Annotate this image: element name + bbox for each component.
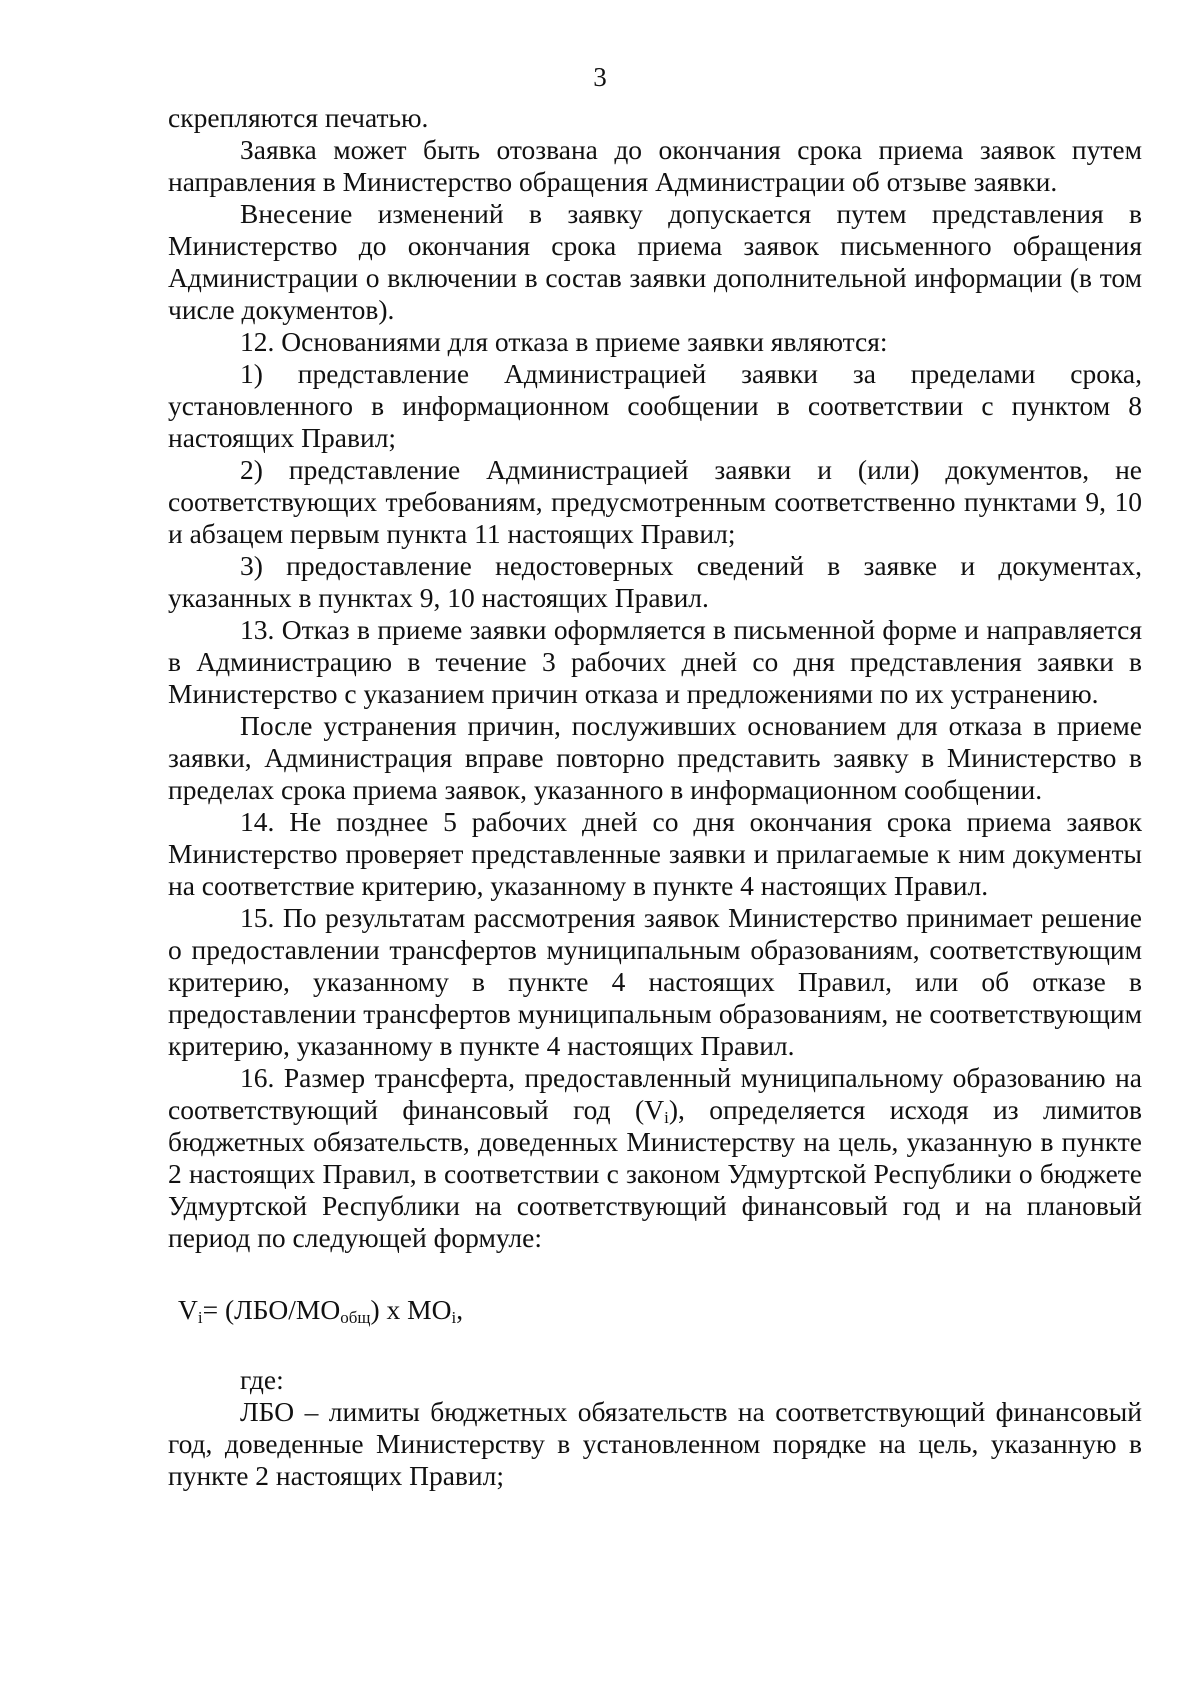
paragraph-14: 14. Не позднее 5 рабочих дней со дня окончания срока приема заявок Министерство проверяет представленные заявки и прилагаемые к ним документы на соответствие критерию, указанному в пункте 4 настоящих Правил. <box>168 806 1142 901</box>
formula-mid: = (ЛБО/МО <box>202 1294 341 1325</box>
paragraph-16 <box>168 1062 1142 1254</box>
formula <box>168 1294 1142 1326</box>
formula-rest: ) x МО <box>370 1294 452 1325</box>
where-label: где: <box>240 1364 284 1395</box>
paragraph-12-heading: 12. Основаниями для отказа в приеме заявки являются: <box>240 326 888 357</box>
paragraph-16-part-a: 16. Размер трансферта, предоставленный муниципальному образованию на соответствующий финансовый год (V <box>168 1062 1142 1125</box>
paragraph-16-subscript: i <box>664 1108 669 1127</box>
formula-v: V <box>178 1294 198 1325</box>
formula-mo-subscript: i <box>451 1308 457 1327</box>
document-body <box>168 102 1142 1492</box>
paragraph-15: 15. По результатам рассмотрения заявок Министерство принимает решение о предоставлении трансфертов муниципальным образованиям, соответствующим критерию, указанному в пункте 4 настоящих Правил, или об отказе в предоставлении трансфертов муниципальным образованиям, не соответствующим критерию, указанному в пункте 4 настоящих Правил. <box>168 902 1142 1061</box>
formula-v-subscript: i <box>197 1308 203 1327</box>
paragraph-13: 13. Отказ в приеме заявки оформляется в письменной форме и направляется в Администрацию в течение 3 рабочих дней со дня представления заявки в Министерство с указанием причин отказа и предложениями по их устранению. <box>168 614 1142 709</box>
paragraph-12-item-1: 1) представление Администрацией заявки за пределами срока, установленного в информационном сообщении в соответствии с пунктом 8 настоящих Правил; <box>168 358 1142 453</box>
paragraph-continuation: скрепляются печатью. <box>168 102 429 133</box>
formula-end: , <box>456 1294 464 1325</box>
paragraph-12-item-3: 3) предоставление недостоверных сведений в заявке и документах, указанных в пунктах 9, 10 настоящих Правил. <box>168 550 1142 613</box>
formula-obsh-subscript: общ <box>340 1308 371 1327</box>
paragraph-12-item-2: 2) представление Администрацией заявки и (или) документов, не соответствующих требованиям, предусмотренным соответственно пунктами 9, 10 и абзацем первым пункта 11 настоящих Правил; <box>168 454 1142 549</box>
paragraph-withdrawal: Заявка может быть отозвана до окончания срока приема заявок путем направления в Министерство обращения Администрации об отзыве заявки. <box>168 134 1142 197</box>
paragraph-amendments: Внесение изменений в заявку допускается путем представления в Министерство до окончания срока приема заявок письменного обращения Администрации о включении в состав заявки дополнительной информации (в том числе документов). <box>168 198 1142 325</box>
definition-lbo: ЛБО – лимиты бюджетных обязательств на соответствующий финансовый год, доведенные Министерству в установленном порядке на цель, указанную в пункте 2 настоящих Правил; <box>168 1396 1142 1491</box>
paragraph-16-part-b: ), определяется исходя из лимитов бюджетных обязательств, доведенных Министерству на цель, указанную в пункте 2 настоящих Правил, в соответствии с законом Удмуртской Республики о бюджете Удмуртской Республики на соответствующий финансовый год и на плановый период по следующей формуле: <box>168 1094 1142 1253</box>
paragraph-resubmission: После устранения причин, послуживших основанием для отказа в приеме заявки, Администрация вправе повторно представить заявку в Министерство в пределах срока приема заявок, указанного в информационном сообщении. <box>168 710 1142 805</box>
page-number: 3 <box>593 62 607 92</box>
